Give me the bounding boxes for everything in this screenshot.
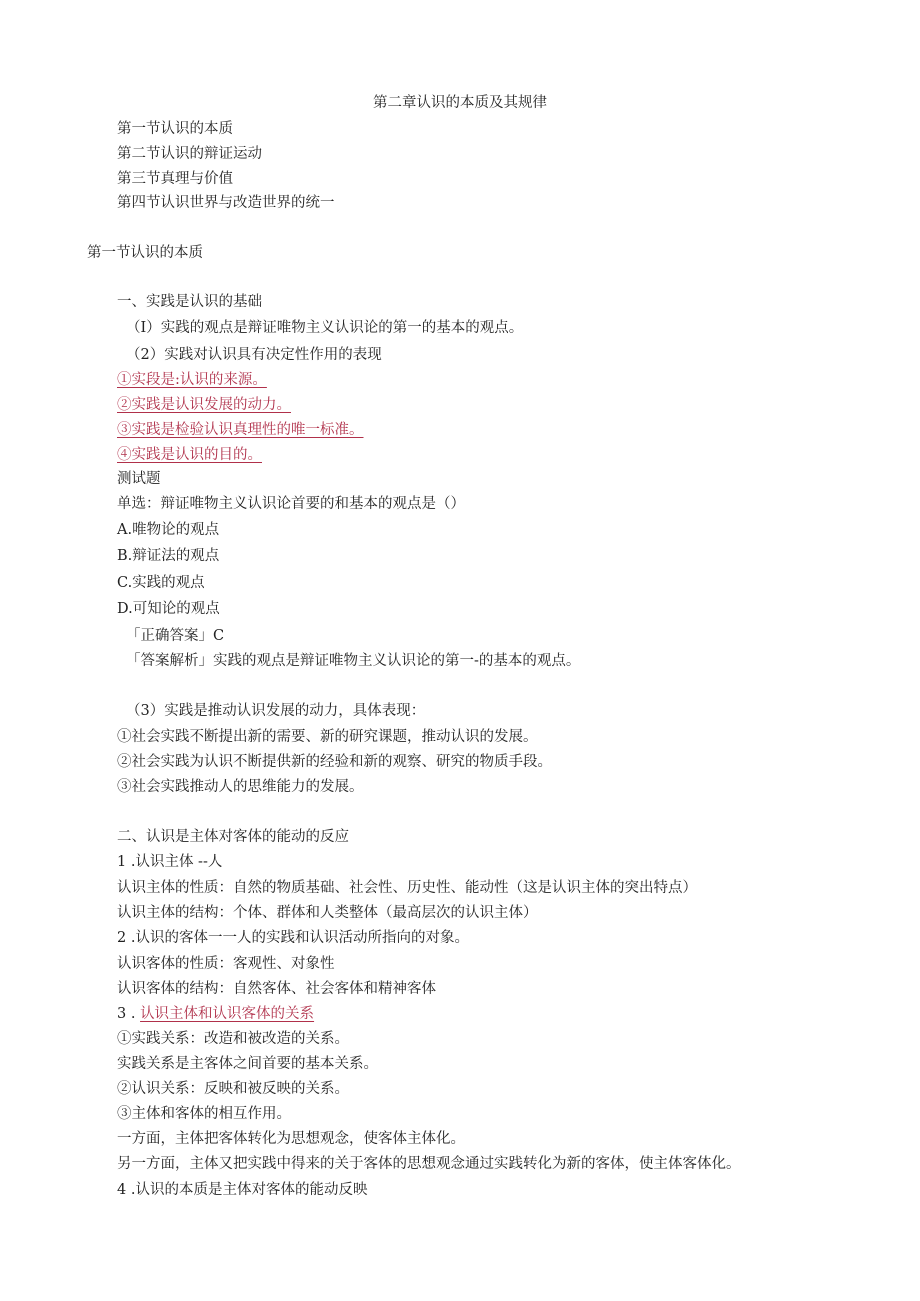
quiz-option: D.可知论的观点 bbox=[117, 601, 220, 617]
paragraph: 认识主体的性质：自然的物质基础、社会性、历史性、能动性（这是认识主体的突出特点） bbox=[117, 880, 697, 896]
quiz-option: C.实践的观点 bbox=[117, 575, 205, 591]
paragraph: 实践关系是主客体之间首要的基本关系。 bbox=[117, 1056, 378, 1072]
paragraph: 一方面，主体把客体转化为思想观念，使客体主体化。 bbox=[117, 1131, 465, 1147]
list-item: ③社会实践推动人的思维能力的发展。 bbox=[117, 779, 364, 795]
subheading: 1 .认识主体 --人 bbox=[117, 854, 223, 870]
highlighted-item: ②实践是认识发展的动力。 bbox=[117, 397, 291, 413]
paragraph: 认识客体的性质：客观性、对象性 bbox=[117, 956, 335, 972]
paragraph: ①实践关系：改造和被改造的关系。 bbox=[117, 1031, 349, 1047]
highlighted-item: ③实践是检验认识真理性的唯一标准。 bbox=[117, 422, 364, 438]
subheading: 2 .认识的客体一一人的实践和认识活动所指向的对象。 bbox=[117, 930, 469, 946]
paragraph: （I）实践的观点是辩证唯物主义认识论的第一的基本的观点。 bbox=[126, 320, 524, 336]
paragraph: ②认识关系：反映和被反映的关系。 bbox=[117, 1081, 349, 1097]
list-item: ①社会实践不断提出新的需要、新的研究课题，推动认识的发展。 bbox=[117, 729, 538, 745]
chapter-title: 第二章认识的本质及其规律 bbox=[373, 95, 547, 111]
paragraph: 认识客体的结构：自然客体、社会客体和精神客体 bbox=[117, 981, 436, 997]
quiz-option: B.辩证法的观点 bbox=[117, 548, 220, 564]
toc-item: 第一节认识的本质 bbox=[117, 121, 233, 137]
quiz-explanation: 「答案解析」实践的观点是辩证唯物主义认识论的第一-的基本的观点。 bbox=[126, 653, 581, 669]
paragraph: ③主体和客体的相互作用。 bbox=[117, 1106, 291, 1122]
part1-heading: 一、实践是认识的基础 bbox=[117, 294, 262, 310]
highlighted-item: ①实段是:认识的来源。 bbox=[117, 372, 267, 388]
toc-item: 第四节认识世界与改造世界的统一 bbox=[117, 195, 335, 211]
paragraph: （3）实践是推动认识发展的动力，具体表现： bbox=[126, 703, 426, 719]
subheading-number: 3 . bbox=[117, 1006, 136, 1022]
quiz-question: 单选：辩证唯物主义认识论首要的和基本的观点是（） bbox=[117, 496, 465, 512]
highlighted-item: ④实践是认识的目的。 bbox=[117, 447, 262, 463]
quiz-label: 测试题 bbox=[117, 471, 161, 487]
list-item: ②社会实践为认识不断提供新的经验和新的观察、研究的物质手段。 bbox=[117, 754, 552, 770]
quiz-answer: 「正确答案」C bbox=[126, 628, 225, 644]
subheading bbox=[117, 1004, 314, 1024]
section-heading: 第一节认识的本质 bbox=[87, 245, 203, 261]
paragraph: （2）实践对认识具有决定性作用的表现 bbox=[126, 347, 382, 363]
part2-heading: 二、认识是主体对客体的能动的反应 bbox=[117, 829, 349, 845]
quiz-option: A.唯物论的观点 bbox=[117, 522, 220, 538]
paragraph: 另一方面，主体又把实践中得来的关于客体的思想观念通过实践转化为新的客体，使主体客体化。 bbox=[117, 1156, 741, 1172]
highlighted-subheading: 认识主体和认识客体的关系 bbox=[140, 1006, 315, 1022]
subheading: 4 .认识的本质是主体对客体的能动反映 bbox=[117, 1182, 368, 1198]
toc-item: 第三节真理与价值 bbox=[117, 171, 233, 187]
paragraph: 认识主体的结构：个体、群体和人类整体（最高层次的认识主体） bbox=[117, 905, 538, 921]
toc-item: 第二节认识的辩证运动 bbox=[117, 146, 262, 162]
